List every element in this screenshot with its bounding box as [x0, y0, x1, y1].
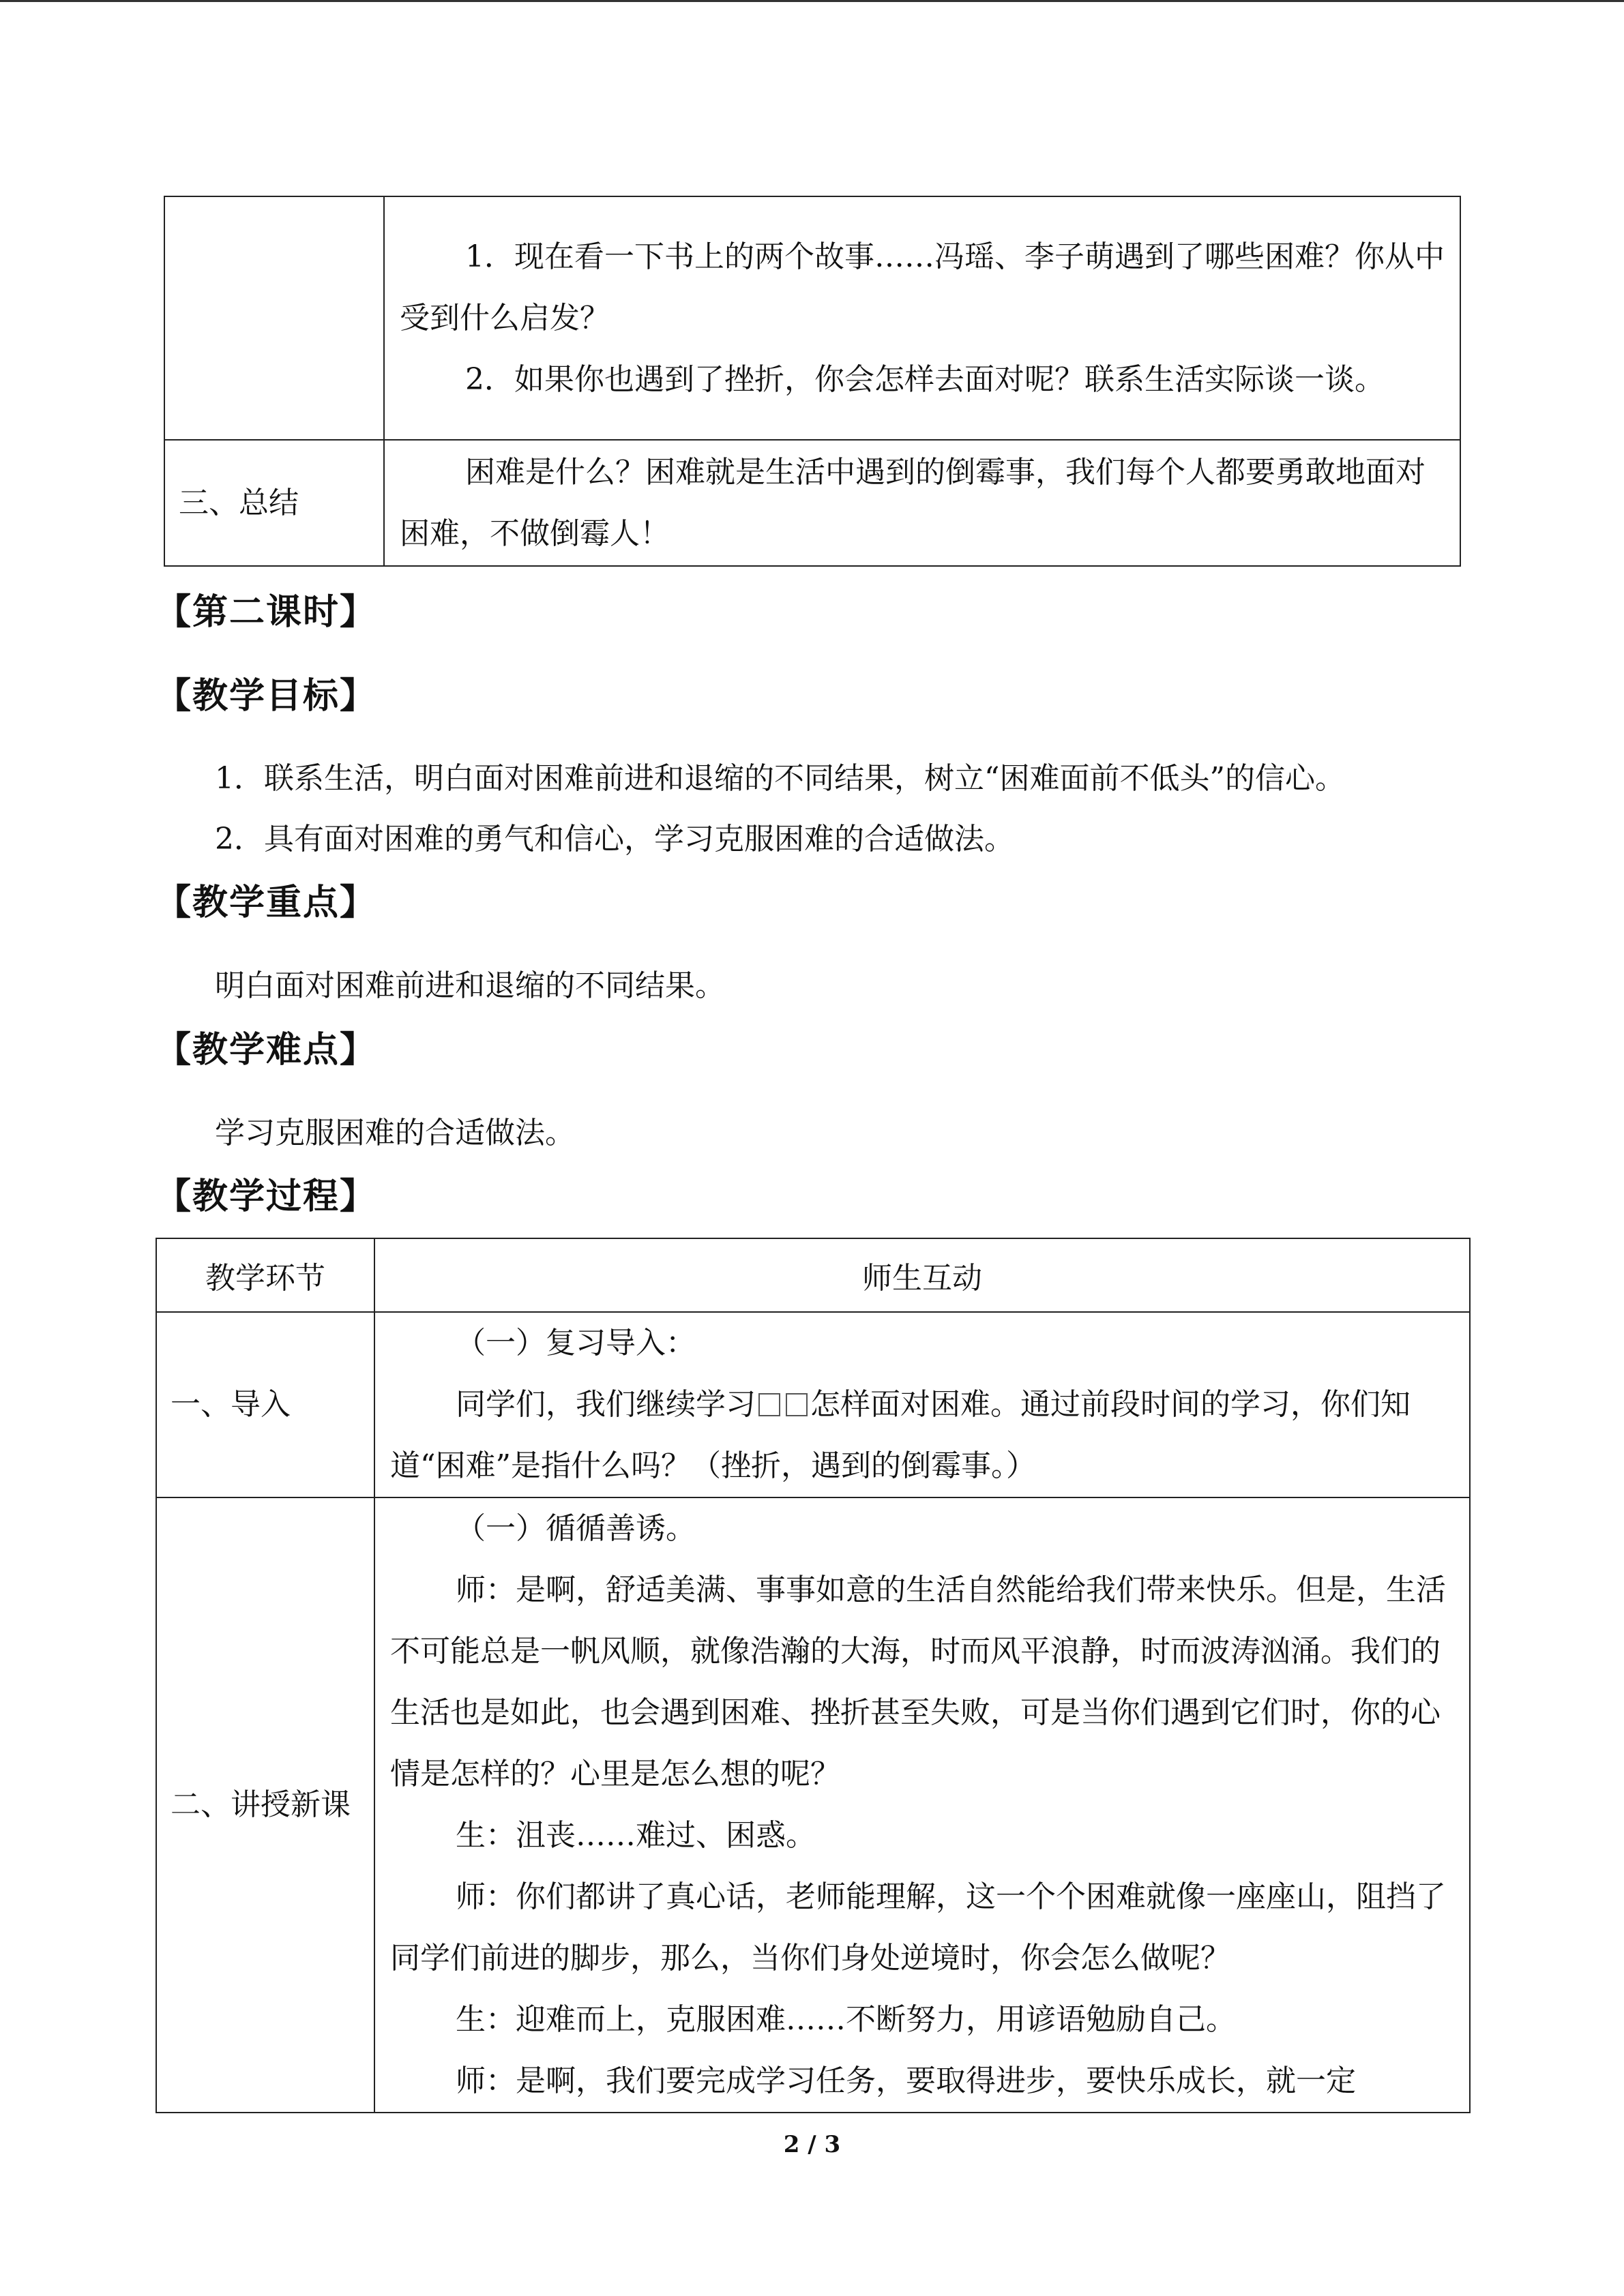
goal-item: 2．具有面对困难的勇气和信心，学习克服困难的合适做法。: [215, 822, 1014, 856]
stage-cell: [164, 196, 384, 440]
header-cell-interaction: 师生互动: [374, 1238, 1470, 1312]
content-cell: [374, 1497, 1470, 2113]
missing-glyph-box: [758, 1393, 780, 1416]
section-title-process: 【教学过程】: [156, 1176, 377, 1217]
paragraph: （一）复习导入：: [456, 1326, 696, 1360]
paragraph: 师：是啊，舒适美满、事事如意的生活自然能给我们带来快乐。但是，生活不可能总是一帆风顺，就像浩瀚的大海，时而风平浪静，时而波涛汹涌。我们的生活也是如此，也会遇到困难、挫折甚至失败，可是当你们遇到它们时，你的心情是怎样的？心里是怎么想的呢？: [390, 1572, 1446, 1791]
page-number: 2 / 3: [783, 2131, 841, 2158]
lesson-table-continued: [164, 196, 1461, 567]
table-header-row: [156, 1238, 1470, 1312]
content-cell: [384, 440, 1460, 566]
table-row: [156, 1312, 1470, 1497]
goal-item: 1．联系生活，明白面对困难前进和退缩的不同结果，树立“困难面前不低头”的信心。: [215, 761, 1345, 796]
page-top-border: [0, 0, 1624, 2]
stage-cell: 一、导入: [156, 1312, 374, 1497]
paragraph: 生：迎难而上，克服困难……不断努力，用谚语勉励自己。: [456, 2002, 1236, 2037]
table-row: [164, 196, 1460, 440]
header-cell-stage: 教学环节: [156, 1238, 374, 1312]
table-row: [156, 1497, 1470, 2113]
paragraph: 师：你们都讲了真心话，老师能理解，这一个个困难就像一座座山，阻挡了同学们前进的脚步，那么，当你们身处逆境时，你会怎么做呢？: [390, 1879, 1446, 1976]
paragraph: 师：是啊，我们要完成学习任务，要取得进步，要快乐成长，就一定: [456, 2063, 1356, 2098]
paragraph-text: 同学们，我们继续学习: [456, 1387, 756, 1422]
content-cell: [384, 196, 1460, 440]
section-title-key-point: 【教学重点】: [156, 882, 377, 923]
section-title-lesson2: 【第二课时】: [156, 592, 377, 633]
paragraph: 生：沮丧……难过、困惑。: [456, 1818, 816, 1853]
table-row: [164, 440, 1460, 566]
stage-cell: 三、总结: [164, 440, 384, 566]
difficulty-text: 学习克服困难的合适做法。: [215, 1116, 575, 1150]
content-cell: [374, 1312, 1470, 1497]
stage-cell: 二、讲授新课: [156, 1497, 374, 2113]
paragraph: （一）循循善诱。: [456, 1511, 696, 1546]
paragraph: [390, 1374, 1454, 1497]
key-point-text: 明白面对困难前进和退缩的不同结果。: [215, 968, 725, 1003]
paragraph: 1．现在看一下书上的两个故事……冯瑶、李子萌遇到了哪些困难？你从中受到什么启发？: [400, 239, 1445, 336]
section-title-goals: 【教学目标】: [156, 676, 377, 717]
paragraph: 2．如果你也遇到了挫折，你会怎样去面对呢？联系生活实际谈一谈。: [465, 361, 1385, 397]
paragraph-text: 怎样面对困难。通过前段时间的学习，你们知道“困难”是指什么吗？（挫折，遇到的倒霉事。）: [390, 1387, 1411, 1483]
missing-glyph-box: [786, 1393, 808, 1416]
section-title-difficulty: 【教学难点】: [156, 1030, 377, 1071]
teaching-process-table: [156, 1238, 1471, 2113]
paragraph: 困难是什么？困难就是生活中遇到的倒霉事，我们每个人都要勇敢地面对困难，不做倒霉人！: [400, 454, 1426, 551]
